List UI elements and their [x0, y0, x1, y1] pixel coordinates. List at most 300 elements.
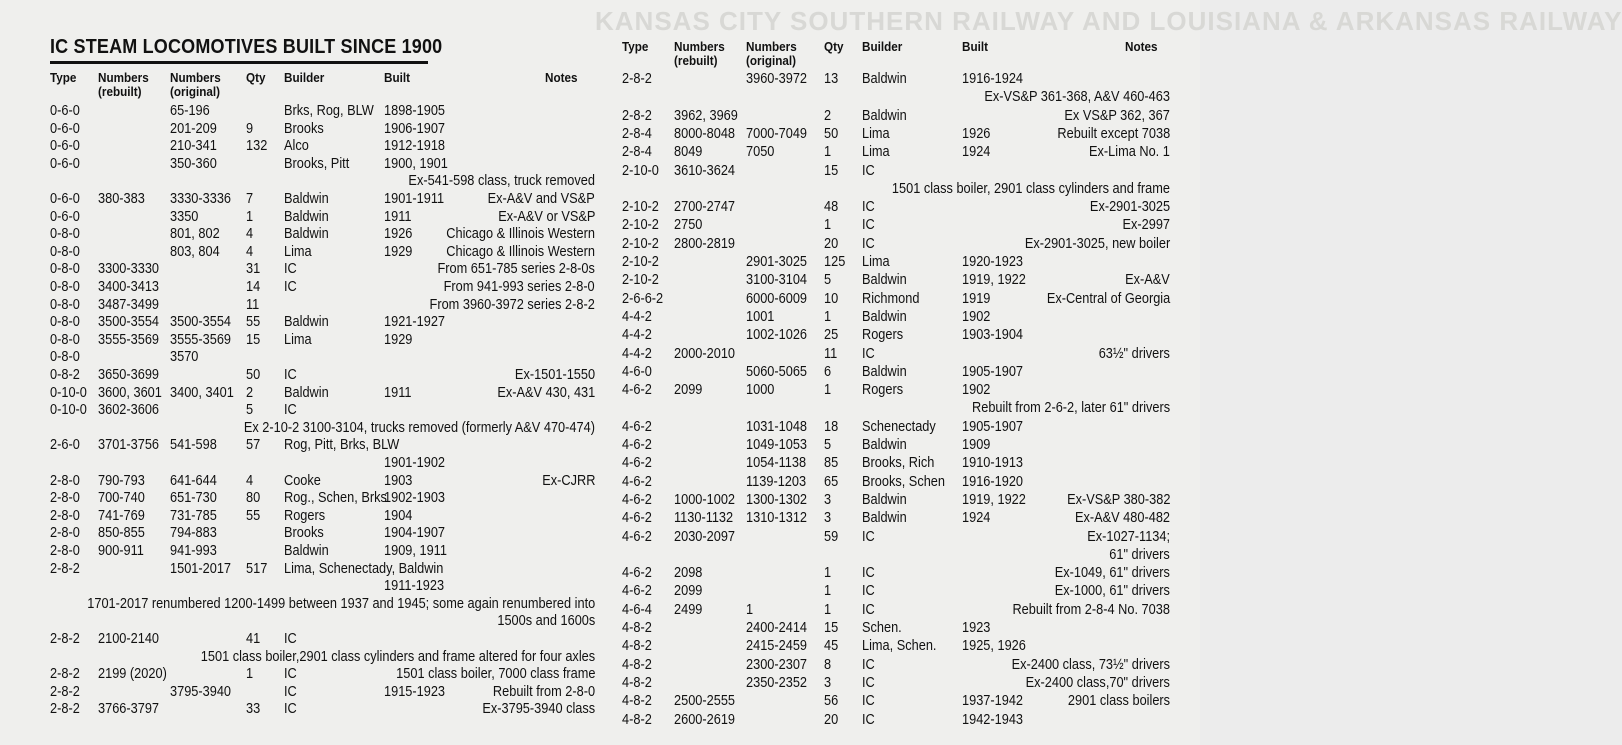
cell-builder: Brooks [284, 120, 324, 137]
cell-notes: From 651-785 series 2-8-0s [437, 261, 595, 278]
cell-builder: IC [862, 583, 875, 600]
cell-built: 1924 [962, 510, 991, 527]
cell-type: 0-8-0 [50, 314, 80, 331]
table-row [50, 332, 595, 349]
cell-built: 1925, 1926 [962, 638, 1026, 655]
cell-qty: 20 [824, 711, 839, 728]
cell-built: 1916-1920 [962, 473, 1024, 490]
cell-built: 1919, 1922 [962, 272, 1026, 289]
cell-built: 1926 [384, 226, 413, 243]
cell-builder: Rogers [862, 327, 904, 344]
cell-builder: Baldwin [862, 107, 907, 124]
header-built: Built [962, 39, 989, 54]
row-built-continuation: 1911-1923 [384, 578, 445, 595]
table-row [50, 543, 595, 560]
bleed-through-title: KANSAS CITY SOUTHERN RAILWAY AND LOUISIANA & ARKANSAS RAILWAY [595, 6, 1622, 36]
cell-numbers-rebuilt: 2750 [674, 217, 703, 234]
cell-type: 2-10-0 [622, 162, 659, 179]
table-row [622, 199, 1170, 216]
cell-builder: Lima [284, 331, 312, 348]
cell-numbers-original: 3500-3554 [170, 314, 232, 331]
table-row [622, 327, 1170, 344]
cell-type: 4-6-2 [622, 583, 652, 600]
cell-builder: Lima [862, 254, 890, 270]
cell-numbers-rebuilt: 900-911 [98, 543, 144, 559]
table-row [622, 565, 1170, 582]
cell-qty: 85 [824, 455, 839, 472]
cell-type: 4-6-2 [622, 510, 652, 527]
table-row [622, 272, 1170, 289]
cell-built: 1912-1918 [384, 138, 446, 155]
cell-qty: 132 [246, 138, 268, 155]
cell-built: 1909, 1911 [384, 543, 447, 559]
cell-built: 1923 [962, 620, 991, 636]
cell-numbers-rebuilt: 2099 [674, 382, 703, 399]
cell-qty: 1 [824, 382, 832, 399]
cell-type: 2-8-2 [50, 666, 80, 683]
cell-builder: Baldwin [284, 314, 329, 331]
table-row [622, 510, 1170, 527]
cell-builder: IC [284, 279, 297, 295]
table-note-row [622, 547, 1170, 564]
cell-notes: 1501 class boiler, 7000 class frame [395, 666, 595, 683]
cell-type: 2-6-0 [50, 437, 80, 454]
table-row [622, 583, 1170, 600]
cell-built: 1901-1911 [384, 191, 445, 207]
cell-qty: 55 [246, 314, 261, 331]
cell-builder: IC [284, 666, 297, 683]
table-row [622, 474, 1170, 491]
cell-numbers-original: 7000-7049 [746, 125, 808, 142]
cell-builder: Lima, Schenectady, Baldwin [284, 560, 444, 577]
table-row [622, 455, 1170, 472]
table-row [50, 261, 595, 278]
cell-type: 4-6-2 [622, 491, 652, 508]
cell-type: 0-10-0 [50, 384, 87, 401]
row-note: 61" drivers [1109, 546, 1170, 563]
cell-qty: 55 [246, 507, 261, 524]
cell-builder: Alco [284, 138, 309, 155]
cell-type: 4-8-2 [622, 638, 652, 655]
cell-notes: Ex-A&V 430, 431 [497, 384, 595, 401]
table-row [50, 297, 595, 314]
cell-qty: 1 [824, 583, 832, 600]
cell-builder: Baldwin [862, 510, 907, 527]
cell-builder: Baldwin [284, 208, 329, 225]
cell-builder: Baldwin [862, 71, 907, 87]
cell-numbers-original: 2300-2307 [746, 656, 808, 673]
cell-builder: Brooks [284, 525, 324, 542]
table-row [622, 126, 1170, 143]
cell-numbers-original: 2415-2459 [746, 638, 808, 655]
cell-type: 0-8-0 [50, 331, 80, 348]
cell-type: 2-8-4 [622, 125, 652, 142]
cell-notes: Ex-A&V or VS&P [497, 208, 595, 225]
cell-qty: 15 [824, 620, 839, 636]
cell-notes: Ex-Lima No. 1 [1089, 144, 1170, 161]
cell-type: 2-8-0 [50, 472, 80, 489]
cell-type: 0-6-0 [50, 208, 80, 225]
cell-notes: Ex-1049, 61" drivers [1054, 565, 1170, 582]
cell-numbers-rebuilt: 3600, 3601 [98, 384, 162, 401]
cell-builder: IC [862, 674, 875, 691]
cell-type: 2-6-6-2 [622, 290, 664, 307]
cell-type: 2-10-2 [622, 217, 659, 234]
cell-numbers-rebuilt: 790-793 [98, 472, 145, 489]
header-notes: Notes [545, 70, 578, 85]
cell-type: 4-6-0 [622, 363, 652, 380]
header-builder: Builder [862, 39, 903, 54]
cell-built: 1937-1942 [962, 693, 1024, 710]
cell-numbers-original: 1001 [746, 308, 775, 325]
cell-numbers-original: 3960-3972 [746, 71, 808, 87]
cell-type: 2-8-2 [50, 631, 80, 647]
cell-notes: Ex-2901-3025, new boiler [1024, 235, 1170, 252]
cell-built: 1926 [962, 125, 991, 142]
cell-type: 4-8-2 [622, 711, 652, 728]
cell-qty: 1 [824, 601, 832, 618]
header-numbers-rebuilt: Numbers (rebuilt) [674, 39, 725, 68]
cell-builder: IC [862, 601, 875, 618]
cell-numbers-original: 731-785 [170, 507, 217, 524]
cell-numbers-original: 541-598 [170, 437, 217, 454]
table-row [50, 226, 595, 243]
header-numbers-rebuilt: Numbers (rebuilt) [98, 70, 149, 99]
cell-qty: 4 [246, 243, 254, 260]
cell-numbers-original: 6000-6009 [746, 290, 808, 307]
cell-builder: Lima [862, 125, 890, 142]
cell-built: 1911 [384, 208, 412, 225]
table-row [622, 309, 1170, 326]
cell-qty: 1 [824, 144, 832, 161]
cell-builder: Baldwin [284, 191, 329, 207]
table-row [50, 525, 595, 542]
cell-numbers-original: 210-341 [170, 138, 217, 155]
table-row [622, 693, 1170, 710]
cell-type: 4-4-2 [622, 345, 652, 362]
table-row [50, 490, 595, 507]
cell-builder: Richmond [862, 290, 920, 307]
cell-notes: Ex-VS&P 380-382 [1066, 491, 1170, 508]
row-note: 1500s and 1600s [497, 613, 595, 630]
cell-numbers-original: 941-993 [170, 543, 217, 559]
cell-qty: 4 [246, 472, 254, 489]
cell-numbers-rebuilt: 3487-3499 [98, 296, 160, 313]
cell-qty: 1 [246, 208, 254, 225]
cell-builder: Baldwin [862, 491, 907, 508]
cell-built: 1919, 1922 [962, 491, 1026, 508]
table-row [622, 492, 1170, 509]
cell-builder: IC [862, 217, 875, 234]
table-row [50, 349, 595, 366]
table-note-row [622, 400, 1170, 417]
cell-builder: Baldwin [862, 272, 907, 289]
cell-builder: Lima, Schen. [862, 638, 937, 655]
row-note: 1701-2017 renumbered 1200-1499 between 1937 and 1945; some again renumbered into [87, 595, 595, 612]
cell-built: 1924 [962, 144, 991, 161]
cell-built: 1915-1923 [384, 683, 446, 700]
cell-type: 4-4-2 [622, 327, 652, 344]
table-row [622, 382, 1170, 399]
table-note-row [622, 89, 1170, 106]
cell-numbers-original: 201-209 [170, 120, 217, 137]
cell-type: 4-8-2 [622, 693, 652, 710]
cell-type: 4-6-2 [622, 382, 652, 399]
cell-type: 4-8-2 [622, 620, 652, 636]
cell-type: 0-10-0 [50, 402, 87, 419]
cell-numbers-rebuilt: 8000-8048 [674, 125, 736, 142]
cell-notes: Ex-1501-1550 [514, 367, 595, 383]
table-row [50, 473, 595, 490]
cell-built: 1919 [962, 290, 991, 307]
cell-numbers-original: 1300-1302 [746, 491, 808, 508]
cell-builder: Cooke [284, 472, 321, 489]
cell-numbers-original: 1139-1203 [746, 473, 807, 490]
cell-builder: IC [862, 345, 875, 362]
cell-built: 1916-1924 [962, 71, 1024, 87]
cell-built: 1942-1943 [962, 711, 1024, 728]
cell-type: 2-8-2 [50, 701, 80, 718]
cell-qty: 125 [824, 254, 846, 270]
cell-type: 4-8-2 [622, 674, 652, 691]
table-row [622, 529, 1170, 546]
table-note-row [50, 420, 595, 437]
cell-builder: Baldwin [284, 384, 329, 401]
cell-notes: Ex-1027-1134; [1087, 528, 1170, 545]
cell-built: 1905-1907 [962, 418, 1024, 435]
cell-notes: Rebuilt from 2-8-0 [492, 683, 595, 700]
cell-built: 1911 [384, 384, 412, 401]
cell-qty: 20 [824, 235, 839, 252]
cell-qty: 33 [246, 701, 261, 718]
cell-type: 2-10-2 [622, 199, 659, 216]
cell-built: 1929 [384, 243, 413, 260]
table-row [50, 402, 595, 419]
cell-built: 1902 [962, 308, 991, 325]
cell-numbers-original: 2901-3025 [746, 254, 808, 270]
cell-builder: Schenectady [862, 418, 936, 435]
cell-numbers-rebuilt: 2098 [674, 565, 703, 582]
header-notes: Notes [1125, 39, 1158, 54]
cell-numbers-rebuilt: 380-383 [98, 191, 145, 207]
cell-type: 2-8-0 [50, 507, 80, 524]
cell-notes: Chicago & Illinois Western [446, 226, 595, 243]
cell-qty: 5 [824, 437, 832, 453]
cell-type: 2-8-2 [50, 683, 80, 700]
cell-numbers-rebuilt: 2600-2619 [674, 711, 736, 728]
cell-builder: IC [862, 199, 875, 216]
cell-builder: IC [862, 693, 875, 710]
cell-numbers-original: 641-644 [170, 472, 217, 489]
table-note-row [50, 596, 595, 613]
cell-type: 4-6-2 [622, 455, 652, 472]
table-row [50, 631, 595, 648]
cell-numbers-rebuilt: 2099 [674, 583, 703, 600]
cell-numbers-original: 3400, 3401 [170, 384, 234, 401]
cell-numbers-rebuilt: 2500-2555 [674, 693, 736, 710]
cell-numbers-rebuilt: 741-769 [98, 507, 145, 524]
cell-type: 0-8-0 [50, 226, 80, 243]
table-row [622, 254, 1170, 271]
cell-qty: 11 [824, 345, 838, 362]
table-row [50, 209, 595, 226]
cell-type: 2-8-2 [622, 71, 652, 87]
cell-type: 0-8-0 [50, 296, 80, 313]
cell-builder: Baldwin [862, 437, 907, 453]
row-note: 1501 class boiler,2901 class cylinders and frame altered for four axles [200, 648, 595, 665]
table-row [622, 712, 1170, 729]
cell-builder: IC [862, 565, 875, 582]
cell-notes: Ex-2901-3025 [1089, 199, 1170, 216]
cell-numbers-rebuilt: 3555-3569 [98, 331, 160, 348]
table-row [622, 144, 1170, 161]
cell-built: 1905-1907 [962, 363, 1024, 380]
table-row [622, 217, 1170, 234]
cell-built: 1906-1907 [384, 120, 446, 137]
cell-builder: Baldwin [862, 363, 907, 380]
cell-builder: Rogers [862, 382, 904, 399]
cell-qty: 8 [824, 656, 832, 673]
table-row [622, 364, 1170, 381]
cell-builder: Brooks, Pitt [284, 155, 350, 172]
cell-numbers-rebuilt: 3602-3606 [98, 402, 160, 419]
cell-qty: 80 [246, 490, 261, 507]
cell-type: 4-6-2 [622, 528, 652, 545]
table-row [622, 346, 1170, 363]
cell-numbers-original: 1031-1048 [746, 418, 808, 435]
header-builder: Builder [284, 70, 325, 85]
cell-builder: Lima [862, 144, 890, 161]
cell-numbers-rebuilt: 3701-3756 [98, 437, 160, 454]
cell-qty: 31 [246, 261, 261, 278]
cell-qty: 13 [824, 71, 839, 87]
cell-builder: IC [862, 711, 875, 728]
cell-numbers-original: 3350 [170, 208, 199, 225]
table-row [50, 666, 595, 683]
cell-notes: From 941-993 series 2-8-0 [443, 279, 595, 295]
cell-builder: Baldwin [284, 543, 329, 559]
cell-numbers-original: 651-730 [170, 490, 217, 507]
table-row [50, 279, 595, 296]
cell-type: 4-6-2 [622, 437, 652, 453]
cell-notes: From 3960-3972 series 2-8-2 [429, 296, 595, 313]
cell-type: 2-8-0 [50, 543, 80, 559]
cell-qty: 1 [824, 308, 832, 325]
cell-numbers-original: 7050 [746, 144, 775, 161]
cell-qty: 50 [246, 367, 261, 383]
table-row [50, 561, 595, 578]
row-note: 1501 class boiler, 2901 class cylinders and frame [891, 180, 1170, 197]
cell-numbers-rebuilt: 2100-2140 [98, 631, 160, 647]
cell-qty: 57 [246, 437, 261, 454]
cell-notes: 63½" drivers [1098, 345, 1170, 362]
cell-type: 0-6-0 [50, 191, 80, 207]
cell-type: 0-6-0 [50, 120, 80, 137]
cell-type: 0-6-0 [50, 103, 80, 119]
cell-numbers-rebuilt: 3300-3330 [98, 261, 160, 278]
cell-numbers-original: 3795-3940 [170, 683, 232, 700]
cell-numbers-rebuilt: 700-740 [98, 490, 145, 507]
row-note: Ex-VS&P 361-368, A&V 460-463 [984, 89, 1170, 106]
table-note-row [50, 455, 595, 472]
table-row [622, 602, 1170, 619]
cell-built: 1902-1903 [384, 490, 446, 507]
cell-type: 2-10-2 [622, 235, 659, 252]
cell-built: 1898-1905 [384, 103, 446, 119]
cell-qty: 41 [246, 631, 261, 647]
table-note-row [50, 173, 595, 190]
cell-numbers-original: 65-196 [170, 103, 210, 119]
page-title: IC STEAM LOCOMOTIVES BUILT SINCE 1900 [50, 36, 443, 58]
cell-qty: 50 [824, 125, 839, 142]
header-numbers-original: Numbers (original) [170, 70, 221, 99]
cell-qty: 1 [824, 565, 832, 582]
cell-builder: IC [862, 656, 875, 673]
cell-type: 2-8-0 [50, 490, 80, 507]
cell-type: 0-6-0 [50, 155, 80, 172]
cell-qty: 3 [824, 491, 832, 508]
table-row [622, 675, 1170, 692]
cell-qty: 9 [246, 120, 254, 137]
cell-numbers-rebuilt: 3400-3413 [98, 279, 160, 295]
cell-numbers-rebuilt: 3766-3797 [98, 701, 160, 718]
table-row [50, 191, 595, 208]
cell-builder: Lima [284, 243, 312, 260]
cell-numbers-rebuilt: 850-855 [98, 525, 145, 542]
cell-builder: Baldwin [284, 226, 329, 243]
cell-built: 1910-1913 [962, 455, 1024, 472]
table-note-row [50, 649, 595, 666]
cell-built: 1902 [962, 382, 991, 399]
cell-builder: Schen. [862, 620, 902, 636]
cell-numbers-rebuilt: 2800-2819 [674, 235, 736, 252]
cell-type: 0-8-0 [50, 279, 80, 295]
table-note-row [622, 181, 1170, 198]
cell-builder: IC [862, 528, 875, 545]
cell-type: 0-6-0 [50, 138, 80, 155]
cell-qty: 59 [824, 528, 839, 545]
table-note-row [50, 578, 595, 595]
cell-numbers-original: 1 [746, 601, 754, 618]
cell-type: 0-8-2 [50, 367, 80, 383]
header-built: Built [384, 70, 411, 85]
cell-qty: 2 [246, 384, 254, 401]
header-qty: Qty [824, 39, 844, 54]
cell-numbers-original: 1049-1053 [746, 437, 808, 453]
cell-qty: 56 [824, 693, 839, 710]
cell-numbers-original: 3555-3569 [170, 331, 232, 348]
cell-qty: 4 [246, 226, 254, 243]
table-row [50, 156, 595, 173]
cell-qty: 11 [246, 296, 260, 313]
cell-builder: IC [284, 701, 297, 718]
cell-qty: 10 [824, 290, 839, 307]
cell-builder: Rog., Schen, Brks [284, 490, 387, 507]
cell-qty: 3 [824, 674, 832, 691]
cell-builder: Rogers [284, 507, 326, 524]
table-note-row [50, 613, 595, 630]
header-numbers-original: Numbers (original) [746, 39, 797, 68]
cell-built: 1903-1904 [962, 327, 1024, 344]
cell-type: 2-8-4 [622, 144, 652, 161]
row-note: Ex-541-598 class, truck removed [408, 173, 595, 190]
cell-built: 1909 [962, 437, 991, 453]
cell-numbers-original: 1002-1026 [746, 327, 808, 344]
cell-numbers-original: 3330-3336 [170, 191, 232, 207]
table-row [50, 508, 595, 525]
table-row [50, 701, 595, 718]
cell-numbers-rebuilt: 3500-3554 [98, 314, 160, 331]
